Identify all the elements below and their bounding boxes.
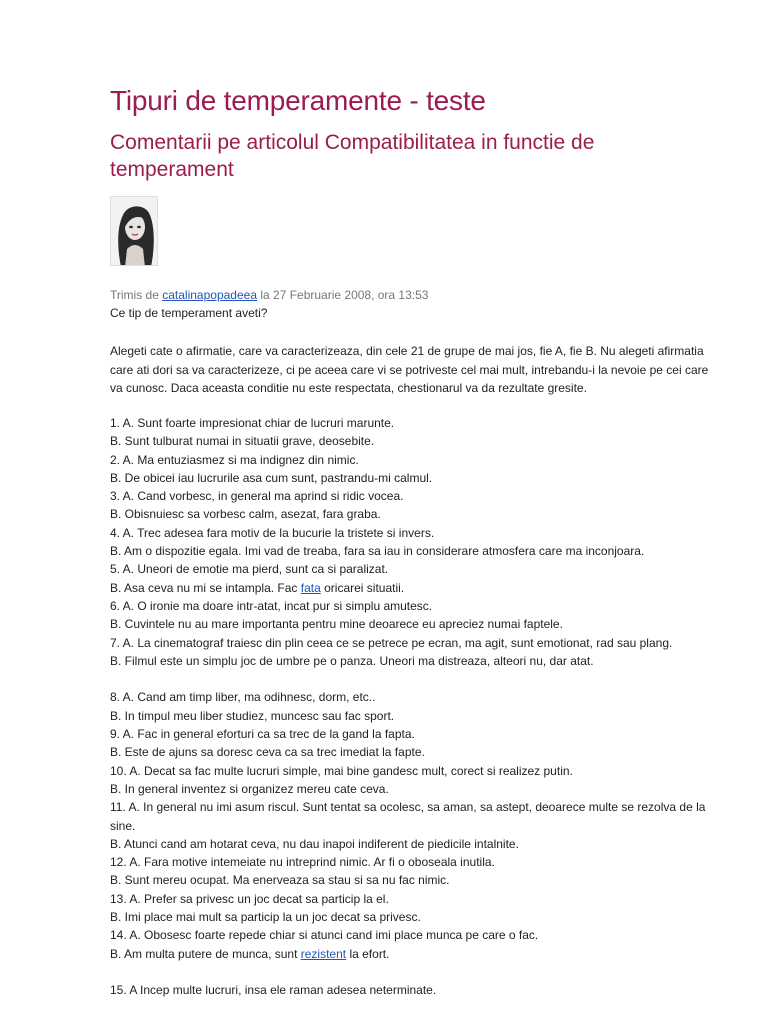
post-meta: [110, 287, 428, 303]
question-list: [110, 414, 710, 1000]
list-item: 7. A. La cinematograf traiesc din plin ceea ce se petrece pe ecran, ma agit, sunt emotionat, rad sau plang.: [110, 635, 673, 650]
meta-prefix: Trimis de: [110, 288, 159, 302]
list-item: B. Am o dispozitie egala. Imi vad de treaba, fara sa iau in considerare atmosfera care ma inconjoara.: [110, 544, 645, 559]
list-item-text: B. Asa ceva nu mi se intampla. Fac: [110, 580, 301, 595]
list-item-text: la efort.: [346, 946, 390, 961]
list-item: 10. A. Decat sa fac multe lucruri simple, mai bine gandesc mult, corect si realizez putin.: [110, 763, 573, 778]
list-item: 6. A. O ironie ma doare intr-atat, incat pur si simplu amutesc.: [110, 598, 433, 613]
list-item: 12. A. Fara motive intemeiate nu intreprind nimic. Ar fi o oboseala inutila.: [110, 855, 495, 870]
lead-question: Ce tip de temperament aveti?: [110, 306, 268, 320]
list-item: B. Cuvintele nu au mare importanta pentru mine deoarece eu apreciez numai faptele.: [110, 617, 563, 632]
list-item: B. Imi place mai mult sa particip la un joc decat sa privesc.: [110, 910, 421, 925]
spacer: [110, 963, 710, 981]
list-item: 2. A. Ma entuziasmez si ma indignez din nimic.: [110, 452, 359, 467]
list-item: B. Sunt mereu ocupat. Ma enerveaza sa stau si sa nu fac nimic.: [110, 873, 450, 888]
list-item: B. De obicei iau lucrurile asa cum sunt, pastrandu-mi calmul.: [110, 470, 433, 485]
list-item-text: B. Am multa putere de munca, sunt: [110, 946, 301, 961]
page-title: Tipuri de temperamente - teste: [110, 85, 486, 116]
page-subtitle: Comentarii pe articolul Compatibilitatea in functie de temperament: [110, 131, 595, 181]
list-item: B. Sunt tulburat numai in situatii grave, deosebite.: [110, 434, 375, 449]
list-item: [110, 579, 710, 597]
list-item: 1. A. Sunt foarte impresionat chiar de lucruri marunte.: [110, 416, 395, 430]
author-link[interactable]: catalinapopadeea: [162, 288, 257, 302]
list-item-text: oricarei situatii.: [320, 580, 405, 595]
list-item: B. Obisnuiesc sa vorbesc calm, asezat, fara graba.: [110, 507, 381, 522]
list-item: B. In general inventez si organizez mereu cate ceva.: [110, 781, 389, 796]
list-item: B. Este de ajuns sa doresc ceva ca sa trec imediat la fapte.: [110, 745, 425, 760]
link-rezistent[interactable]: rezistent: [300, 946, 347, 961]
list-item: 11. A. In general nu imi asum riscul. Sunt tentat sa ocolesc, sa aman, sa astept, deoarece multe se rezolva de la sine.: [110, 800, 706, 833]
list-item: 9. A. Fac in general eforturi ca sa trec de la gand la fapta.: [110, 727, 415, 742]
list-item: B. In timpul meu liber studiez, muncesc sau fac sport.: [110, 708, 395, 723]
list-item: 15. A Incep multe lucruri, insa ele raman adesea neterminate.: [110, 983, 437, 998]
list-item: 14. A. Obosesc foarte repede chiar si atunci cand imi place munca pe care o fac.: [110, 928, 539, 943]
list-item: 5. A. Uneori de emotie ma pierd, sunt ca si paralizat.: [110, 562, 389, 577]
list-item: B. Filmul este un simplu joc de umbre pe o panza. Uneori ma distreaza, alteori nu, dar atat.: [110, 653, 594, 668]
spacer: [110, 670, 710, 688]
list-item: 8. A. Cand am timp liber, ma odihnesc, dorm, etc..: [110, 690, 376, 705]
list-item: 13. A. Prefer sa privesc un joc decat sa particip la el.: [110, 891, 389, 906]
author-avatar: [110, 196, 158, 266]
list-item: [110, 945, 710, 963]
list-item: B. Atunci cand am hotarat ceva, nu dau inapoi indiferent de piedicile intalnite.: [110, 836, 519, 851]
list-item: 3. A. Cand vorbesc, in general ma aprind si ridic vocea.: [110, 489, 404, 504]
post-date: la 27 Februarie 2008, ora 13:53: [260, 288, 429, 302]
intro-paragraph: Alegeti cate o afirmatie, care va caracterizeaza, din cele 21 de grupe de mai jos, fie A, fie B. Nu alegeti afirmatia care ati dori sa va caracterizeze, ci pe aceea care vi se potriveste cel mai mult, intrebandu-i la nevoie pe cei care va cunosc. Daca aceasta conditie nu este respectata, chestionarul va da rezultate gresite.: [110, 344, 709, 395]
list-item: 4. A. Trec adesea fara motiv de la bucurie la tristete si invers.: [110, 525, 435, 540]
link-fata[interactable]: fata: [300, 580, 321, 595]
